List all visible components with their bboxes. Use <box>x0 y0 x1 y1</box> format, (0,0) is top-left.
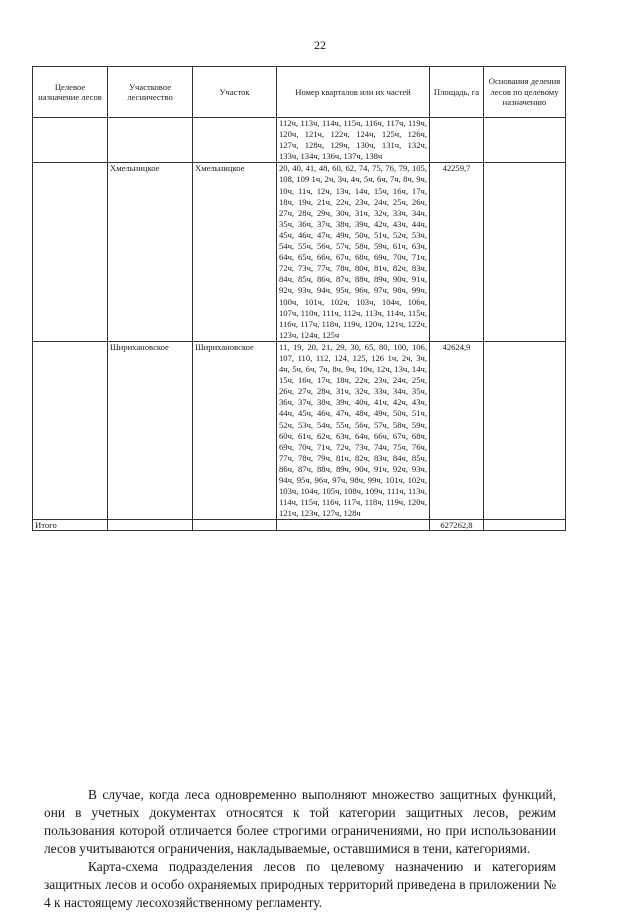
body-paragraph: Карта-схема подразделения лесов по целевому назначению и категориям защитных лесов и особо охраняемых природных территорий приведена в приложении № 4 к настоящему лесохозяйственному регламенту. <box>44 859 556 910</box>
cell-purpose <box>33 341 108 520</box>
page-number: 22 <box>314 38 326 52</box>
table-row <box>33 118 566 163</box>
total-label: Итого <box>33 520 108 531</box>
total-empty-cell <box>484 520 566 531</box>
header-plot: Участок <box>193 67 277 118</box>
cell-purpose <box>33 118 108 163</box>
cell-grounds <box>484 341 566 520</box>
header-quarters: Номер кварталов или их частей <box>277 67 430 118</box>
cell-quarters: 112ч, 113ч, 114ч, 115ч, 116ч, 117ч, 119ч, 120ч, 121ч, 122ч, 124ч, 125ч, 126ч, 127ч, 128ч, 129ч, 130ч, 131ч, 132ч, 133ч, 134ч, 136ч, 137ч, 138ч <box>277 118 430 163</box>
cell-quarters: 11, 19, 20, 21, 29, 30, 65, 80, 100, 106, 107, 110, 112, 124, 125, 126 1ч, 2ч, 3ч, 4ч, 5ч, 6ч, 7ч, 8ч, 9ч, 10ч, 12ч, 13ч, 14ч, 15ч, 16ч, 17ч, 18ч, 22ч, 23ч, 24ч, 25ч, 26ч, 27ч, 28ч, 31ч, 32ч, 33ч, 34ч, 35ч, 36ч, 37ч, 38ч, 39ч, 40ч, 41ч, 42ч, 43ч, 44ч, 45ч, 46ч, 47ч, 48ч, 49ч, 50ч, 51ч, 52ч, 53ч, 54ч, 55ч, 56ч, 57ч, 58ч, 59ч, 60ч, 61ч, 62ч, 63ч, 64ч, 66ч, 67ч, 68ч, 69ч, 70ч, 71ч, 72ч, 73ч, 74ч, 75ч, 76ч, 77ч, 78ч, 79ч, 81ч, 82ч, 83ч, 84ч, 85ч, 86ч, 87ч, 88ч, 89ч, 90ч, 91ч, 92ч, 93ч, 94ч, 95ч, 96ч, 97ч, 98ч, 99ч, 101ч, 102ч, 103ч, 104ч, 105ч, 108ч, 109ч, 111ч, 113ч, 114ч, 115ч, 116ч, 117ч, 118ч, 119ч, 120ч, 121ч, 123ч, 127ч, 128ч <box>277 341 430 520</box>
cell-area: 42259,7 <box>430 163 484 342</box>
cell-plot: Хмельницкое <box>193 163 277 342</box>
cell-plot: Ширихановское <box>193 341 277 520</box>
cell-plot <box>193 118 277 163</box>
cell-grounds <box>484 163 566 342</box>
total-empty-cell <box>193 520 277 531</box>
cell-district-forestry: Ширихановское <box>108 341 193 520</box>
cell-grounds <box>484 118 566 163</box>
cell-district-forestry: Хмельницкое <box>108 163 193 342</box>
table-row <box>33 163 566 342</box>
header-district-forestry: Участковое лесничество <box>108 67 193 118</box>
total-empty-cell <box>108 520 193 531</box>
cell-district-forestry <box>108 118 193 163</box>
forest-division-table <box>32 66 566 531</box>
total-empty-cell <box>277 520 430 531</box>
cell-quarters: 20, 40, 41, 48, 60, 62, 74, 75, 76, 79, 105, 108, 109 1ч, 2ч, 3ч, 4ч, 5ч, 6ч, 7ч, 8ч, 9ч, 10ч, 11ч, 12ч, 13ч, 14ч, 15ч, 16ч, 17ч, 18ч, 19ч, 21ч, 22ч, 23ч, 24ч, 25ч, 26ч, 27ч, 28ч, 29ч, 30ч, 31ч, 32ч, 33ч, 34ч, 35ч, 36ч, 37ч, 38ч, 39ч, 42ч, 43ч, 44ч, 45ч, 46ч, 47ч, 49ч, 50ч, 51ч, 52ч, 53ч, 54ч, 55ч, 56ч, 57ч, 58ч, 59ч, 61ч, 63ч, 64ч, 65ч, 66ч, 67ч, 68ч, 69ч, 70ч, 71ч, 72ч, 73ч, 77ч, 78ч, 80ч, 81ч, 82ч, 83ч, 84ч, 85ч, 86ч, 87ч, 88ч, 89ч, 90ч, 91ч, 92ч, 93ч, 94ч, 95ч, 96ч, 97ч, 98ч, 99ч, 100ч, 101ч, 102ч, 103ч, 104ч, 106ч, 107ч, 110ч, 111ч, 112ч, 113ч, 114ч, 115ч, 116ч, 117ч, 118ч, 119ч, 120ч, 121ч, 122ч, 123ч, 124ч, 125ч <box>277 163 430 342</box>
header-area: Площадь, га <box>430 67 484 118</box>
header-purpose: Целевое назначение лесов <box>33 67 108 118</box>
cell-purpose <box>33 163 108 342</box>
cell-area <box>430 118 484 163</box>
body-paragraph: В случае, когда леса одновременно выполняют множество защитных функций, они в учетных документах относятся к той категории защитных лесов, режим пользования которой отличается более строгими ограничениями, но при использовании лесов учитываются ограничения, накладываемые, оставшимися в тени, категориями. <box>44 787 556 856</box>
table-header-row <box>33 67 566 118</box>
cell-area: 42624,9 <box>430 341 484 520</box>
header-grounds: Основания деления лесов по целевому назначению <box>484 67 566 118</box>
table-row <box>33 341 566 520</box>
total-area: 627262,8 <box>430 520 484 531</box>
table-total-row <box>33 520 566 531</box>
